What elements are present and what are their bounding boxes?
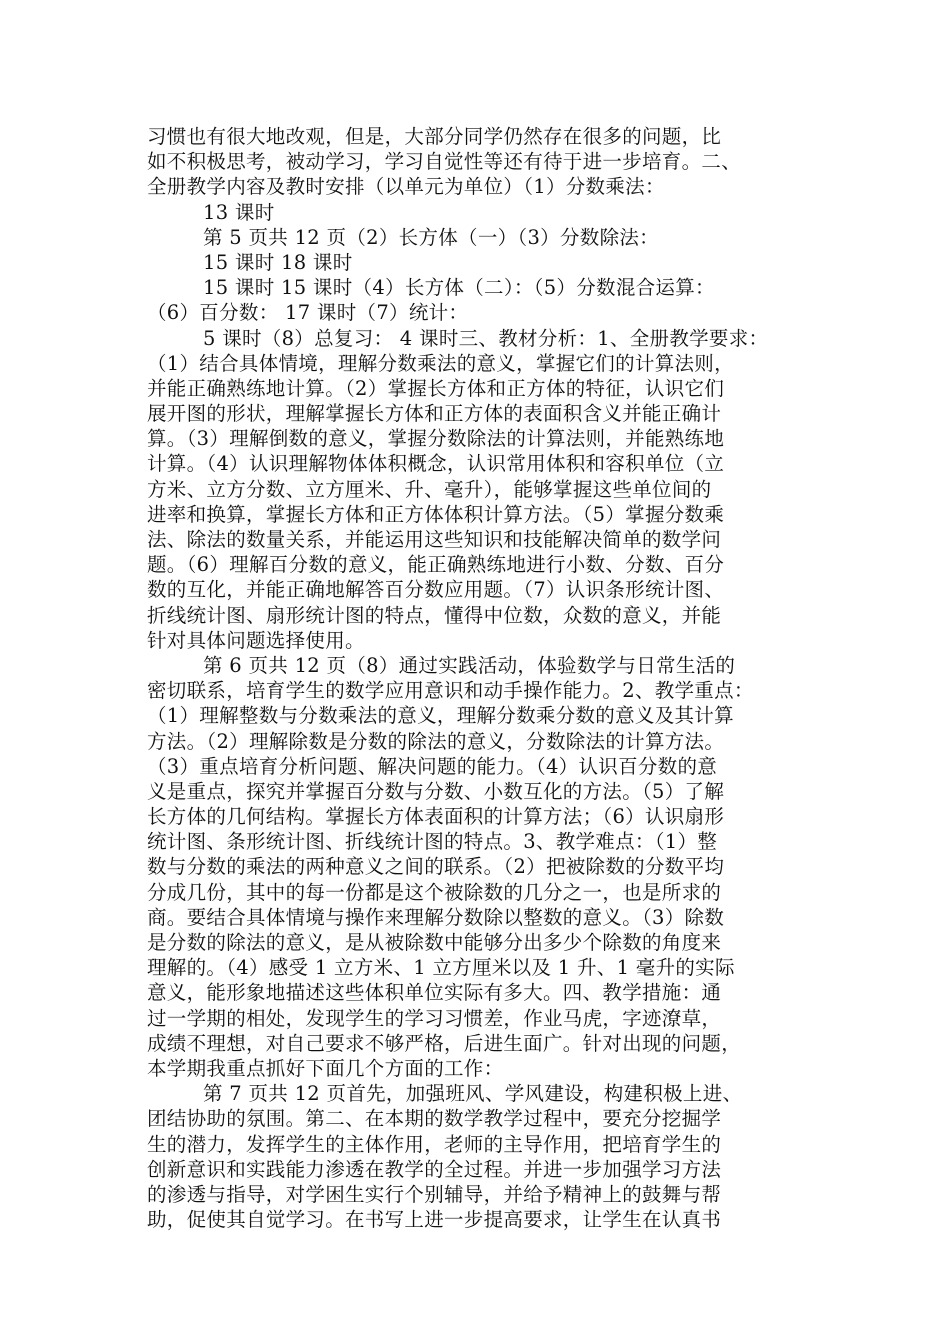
text-line: 本学期我重点抓好下面几个方面的工作： xyxy=(147,1056,504,1080)
text-line: 数与分数的乘法的两种意义之间的联系。（2）把被除数的分数平均 xyxy=(147,855,725,879)
text-line: 第 6 页共 12 页（8）通过实践活动，体验数学与日常生活的 xyxy=(203,653,736,677)
text-line: 题。（6）理解百分数的意义，能正确熟练地进行小数、分数、百分 xyxy=(147,553,725,577)
text-line: 团结协助的氛围。第二、在本期的数学教学过程中，要充分挖掘学 xyxy=(147,1107,722,1131)
text-line: 计算。（4）认识理解物体体积概念，认识常用体积和容积单位（立 xyxy=(147,452,725,476)
text-line: 创新意识和实践能力渗透在教学的全过程。并进一步加强学习方法 xyxy=(147,1157,722,1181)
text-line: 理解的。（4）感受 1 立方米、1 立方厘米以及 1 升、1 毫升的实际 xyxy=(147,956,735,980)
text-line: 13 课时 xyxy=(203,200,275,224)
text-line: 数的互化，并能正确地解答百分数应用题。（7）认识条形统计图、 xyxy=(147,578,725,602)
text-line: 进率和换算，掌握长方体和正方体体积计算方法。（5）掌握分数乘 xyxy=(147,502,725,526)
text-line: 分成几份，其中的每一份都是这个被除数的几分之一，也是所求的 xyxy=(147,880,722,904)
text-line: 15 课时 18 课时 xyxy=(203,250,353,274)
text-line: （3）重点培育分析问题、解决问题的能力。（4）认识百分数的意 xyxy=(147,754,718,778)
text-line: 助，促使其自觉学习。在书写上进一步提高要求，让学生在认真书 xyxy=(147,1208,722,1232)
text-line: 15 课时 15 课时（4）长方体（二）：（5）分数混合运算： xyxy=(203,276,715,300)
text-line: 方法。（2）理解除数是分数的除法的意义，分数除法的计算方法。 xyxy=(147,729,725,753)
text-line: 习惯也有很大地改观，但是，大部分同学仍然存在很多的问题，比 xyxy=(147,125,722,148)
text-line: 过一学期的相处，发现学生的学习习惯差，作业马虎，字迹潦草， xyxy=(147,1006,722,1030)
text-line: 商。要结合具体情境与操作来理解分数除以整数的意义。（3）除数 xyxy=(147,905,725,929)
text-line: （6）百分数： 17 课时（7）统计： xyxy=(147,301,469,325)
text-line: （1）结合具体情境，理解分数乘法的意义，掌握它们的计算法则， xyxy=(147,351,734,375)
text-line: 意义，能形象地描述这些体积单位实际有多大。四、教学措施：通 xyxy=(147,981,722,1005)
text-line: 折线统计图、扇形统计图的特点，懂得中位数，众数的意义，并能 xyxy=(147,603,722,627)
text-line: 展开图的形状，理解掌握长方体和正方体的表面积含义并能正确计 xyxy=(147,402,722,426)
text-line: 5 课时（8）总复习： 4 课时三、教材分析：1、全册教学要求： xyxy=(203,326,769,350)
text-line: 成绩不理想，对自己要求不够严格，后进生面广。针对出现的问题， xyxy=(147,1031,742,1055)
text-line: 统计图、条形统计图、折线统计图的特点。3、教学难点：（1）整 xyxy=(147,830,718,854)
text-line: 长方体的几何结构。掌握长方体表面积的计算方法；（6）认识扇形 xyxy=(147,805,725,829)
text-line: 如不积极思考，被动学习，学习自觉性等还有待于进一步培育。二、 xyxy=(147,150,742,174)
text-line: 义是重点，探究并掌握百分数与分数、小数互化的方法。（5）了解 xyxy=(147,779,725,803)
text-line: 全册教学内容及教时安排（以单元为单位）（1）分数乘法： xyxy=(147,175,665,199)
text-line: 法、除法的数量关系，并能运用这些知识和技能解决简单的数学问 xyxy=(147,528,722,551)
document-body xyxy=(147,124,827,1232)
text-line: 的渗透与指导，对学困生实行个别辅导，并给予精神上的鼓舞与帮 xyxy=(147,1182,722,1206)
text-line: 方米、立方分数、立方厘米、升、毫升），能够掌握这些单位间的 xyxy=(147,477,712,501)
text-line: 第 5 页共 12 页（2）长方体（一）（3）分数除法： xyxy=(203,225,659,249)
text-line: 是分数的除法的意义，是从被除数中能够分出多少个除数的角度来 xyxy=(147,931,722,954)
text-line: （1）理解整数与分数乘法的意义，理解分数乘分数的意义及其计算 xyxy=(147,704,734,728)
text-line: 并能正确熟练地计算。（2）掌握长方体和正方体的特征，认识它们 xyxy=(147,376,725,400)
text-line: 针对具体问题选择使用。 xyxy=(147,628,365,652)
text-line: 生的潜力，发挥学生的主体作用，老师的主导作用，把培育学生的 xyxy=(147,1132,722,1156)
text-line: 第 7 页共 12 页首先，加强班风、学风建设，构建积极上进、 xyxy=(203,1082,743,1106)
text-line: 密切联系，培育学生的数学应用意识和动手操作能力。2、教学重点： xyxy=(147,679,754,703)
text-line: 算。（3）理解倒数的意义，掌握分数除法的计算法则，并能熟练地 xyxy=(147,427,725,451)
